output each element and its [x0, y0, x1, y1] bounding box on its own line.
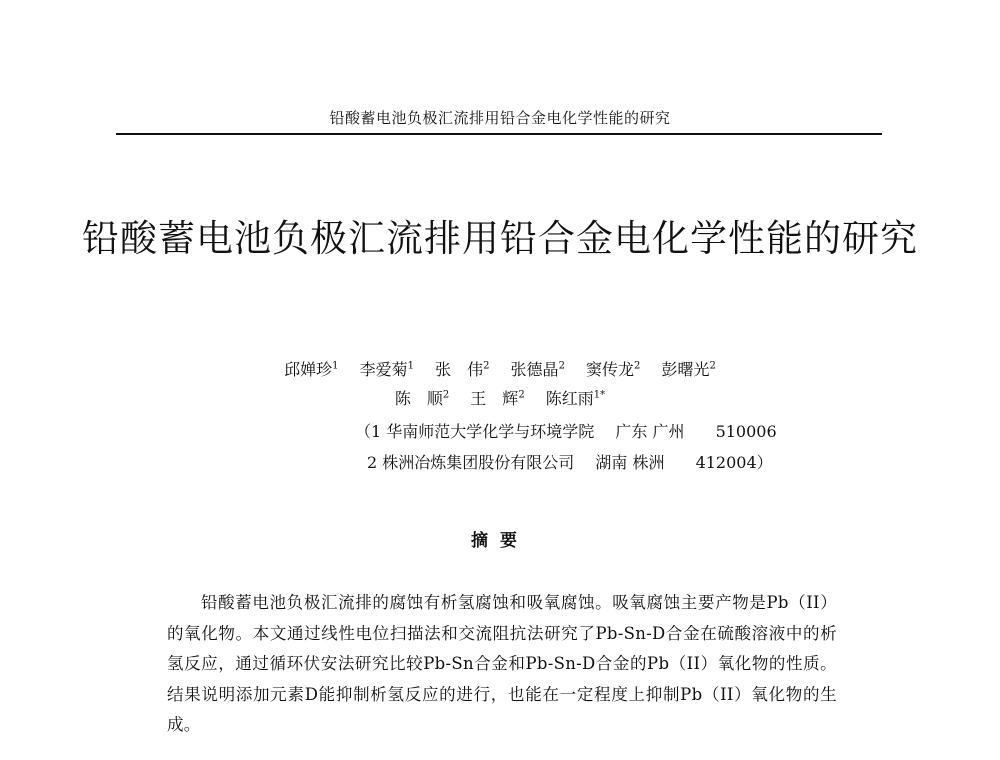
author: 李爱菊$^1$	[359, 360, 414, 379]
author: 陈红雨$^{1*}$	[545, 389, 606, 408]
affiliation-institution: （1 华南师范大学化学与环境学院	[355, 422, 595, 441]
author-list-line-1	[0, 360, 1000, 380]
header-rule	[116, 133, 882, 135]
author: 彭曙光$^2$	[661, 360, 716, 379]
affiliation-2	[367, 453, 773, 473]
author-list-line-2	[0, 389, 1000, 409]
affiliation-location: 广东 广州	[615, 422, 685, 441]
author: 张 伟$^2$	[435, 360, 490, 379]
author: 王 辉$^2$	[470, 389, 525, 408]
author: 陈 顺$^2$	[394, 389, 450, 408]
affiliation-postcode: 510006	[715, 422, 777, 441]
affiliation-1	[355, 422, 777, 442]
author: 窦传龙$^2$	[586, 360, 641, 379]
paper-title: 铅酸蓄电池负极汇流排用铅合金电化学性能的研究	[82, 217, 918, 260]
abstract-body: 铅酸蓄电池负极汇流排的腐蚀有析氢腐蚀和吸氧腐蚀。吸氧腐蚀主要产物是Pb（II）的氧化物。本文通过线性电位扫描法和交流阻抗法研究了Pb-Sn-D合金在硫酸溶液中的析氢反应，通过循环伏安法研究比较Pb-Sn合金和Pb-Sn-D合金的Pb（II）氧化物的性质。结果说明添加元素D能抑制析氢反应的进行，也能在一定程度上抑制Pb（II）氧化物的生成。	[167, 593, 837, 734]
affiliation-institution: 2 株洲冶炼集团股份有限公司	[367, 453, 575, 472]
abstract-heading: 摘要	[471, 531, 529, 551]
running-header: 铅酸蓄电池负极汇流排用铅合金电化学性能的研究	[329, 109, 671, 127]
author: 张德晶$^2$	[510, 360, 565, 379]
affiliation-postcode: 412004）	[695, 453, 773, 472]
author: 邱婵珍$^1$	[284, 360, 339, 379]
affiliation-location: 湖南 株洲	[595, 453, 665, 472]
